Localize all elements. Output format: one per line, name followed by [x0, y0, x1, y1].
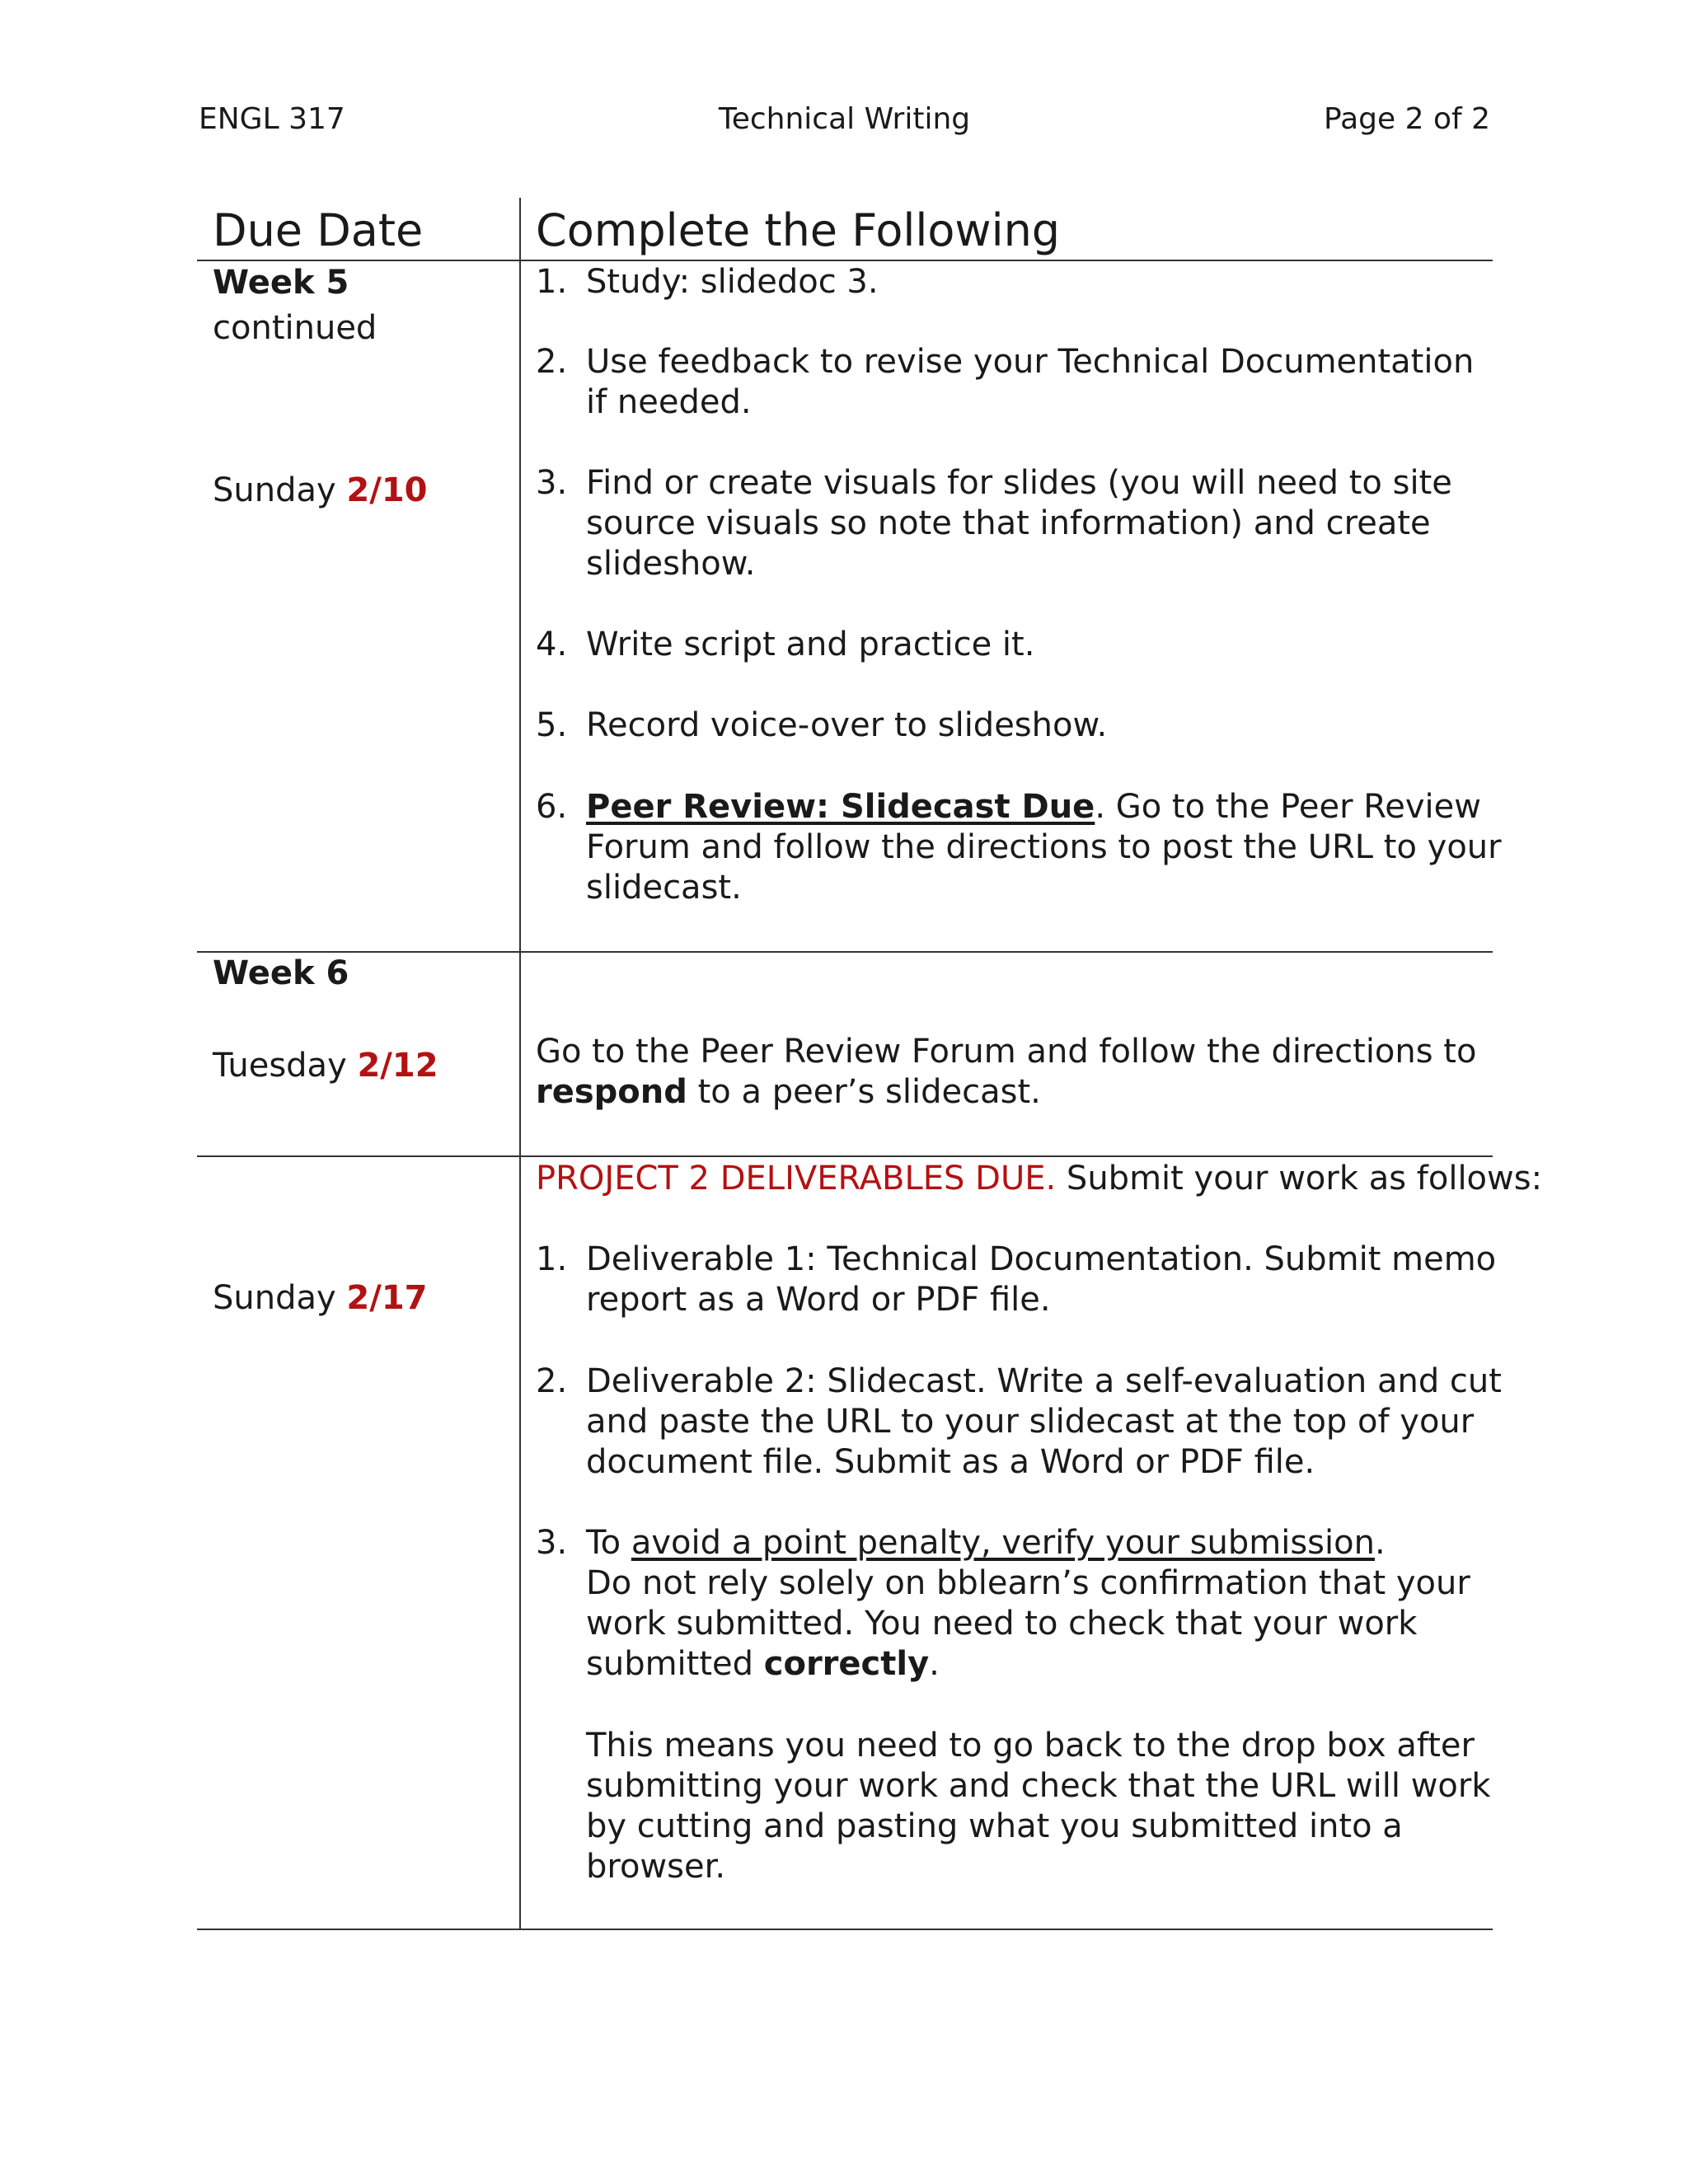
table-bottom-rule	[197, 1929, 1493, 1930]
list-item: Use feedback to revise your Technical Documentation if needed.	[586, 343, 1475, 421]
item-number: 2.	[536, 343, 568, 381]
item-number: 6.	[536, 788, 568, 826]
week-label: Week 6	[213, 954, 349, 992]
list-item: Find or create visuals for slides (you will need to site source visuals so note that information) and create slideshow.	[586, 464, 1452, 583]
item-number: 1.	[536, 263, 568, 301]
list-item: Deliverable 1: Technical Documentation. Submit memo report as a Word or PDF file.	[586, 1240, 1497, 1319]
due-day: Sunday	[213, 471, 336, 509]
list-item: Deliverable 2: Slidecast. Write a self-evaluation and cut and paste the URL to your slidecast at the top of your document file. Submit as a Word or PDF file.	[586, 1362, 1502, 1481]
item-number: 3.	[536, 464, 568, 502]
column-divider	[519, 198, 521, 1930]
schedule-table	[197, 198, 1543, 1930]
item-number: 5.	[536, 706, 568, 744]
row-divider	[197, 1155, 1493, 1157]
verify-submission-text: avoid a point penalty, verify your submission	[631, 1524, 1375, 1562]
row-divider	[197, 951, 1493, 953]
week-label: Week 5	[213, 264, 349, 302]
deliverables-intro: PROJECT 2 DELIVERABLES DUE. Submit your work as follows:	[536, 1160, 1543, 1197]
list-item: Write script and practice it.	[586, 626, 1035, 663]
list-item-paragraph: This means you need to go back to the drop box after submitting your work and check that the URL will work by cutting and pasting what you submitted into a browser.	[586, 1727, 1491, 1886]
list-item: Record voice-over to slideshow.	[586, 706, 1108, 744]
page-header	[199, 99, 1490, 140]
due-date	[213, 470, 428, 511]
item-number: 3.	[536, 1524, 568, 1562]
list-item: Study: slidedoc 3.	[586, 263, 879, 301]
due-date	[213, 1277, 428, 1319]
item-number: 1.	[536, 1240, 568, 1278]
complete-heading: Complete the Following	[536, 204, 1061, 256]
item-number: 2.	[536, 1362, 568, 1400]
header-rule	[197, 260, 1493, 261]
due-day: Tuesday	[213, 1047, 347, 1085]
row-instructions: Go to the Peer Review Forum and follow the directions to respond to a peer’s slidecast.	[536, 1033, 1477, 1111]
due-day: Sunday	[213, 1279, 336, 1317]
list-item: To avoid a point penalty, verify your submission. Do not rely solely on bblearn’s confirmation that your work submitted. You need to check that your work submitted correctly.	[586, 1524, 1470, 1683]
document-title: Technical Writing	[718, 102, 971, 136]
list-item: Peer Review: Slidecast Due. Go to the Peer Review Forum and follow the directions to post the URL to your slidecast.	[586, 788, 1502, 907]
due-date-value: 2/10	[346, 471, 428, 509]
due-date-value: 2/17	[346, 1279, 428, 1317]
item-number: 4.	[536, 626, 568, 663]
page-number: Page 2 of 2	[1324, 102, 1490, 136]
deliverables-due-label: PROJECT 2 DELIVERABLES DUE.	[536, 1160, 1057, 1197]
due-date-value: 2/12	[357, 1047, 438, 1085]
due-date-heading: Due Date	[213, 204, 424, 256]
course-code: ENGL 317	[199, 102, 345, 136]
peer-review-due-label: Peer Review: Slidecast Due	[586, 788, 1095, 826]
due-date	[213, 1045, 438, 1086]
week-note: continued	[213, 309, 377, 347]
